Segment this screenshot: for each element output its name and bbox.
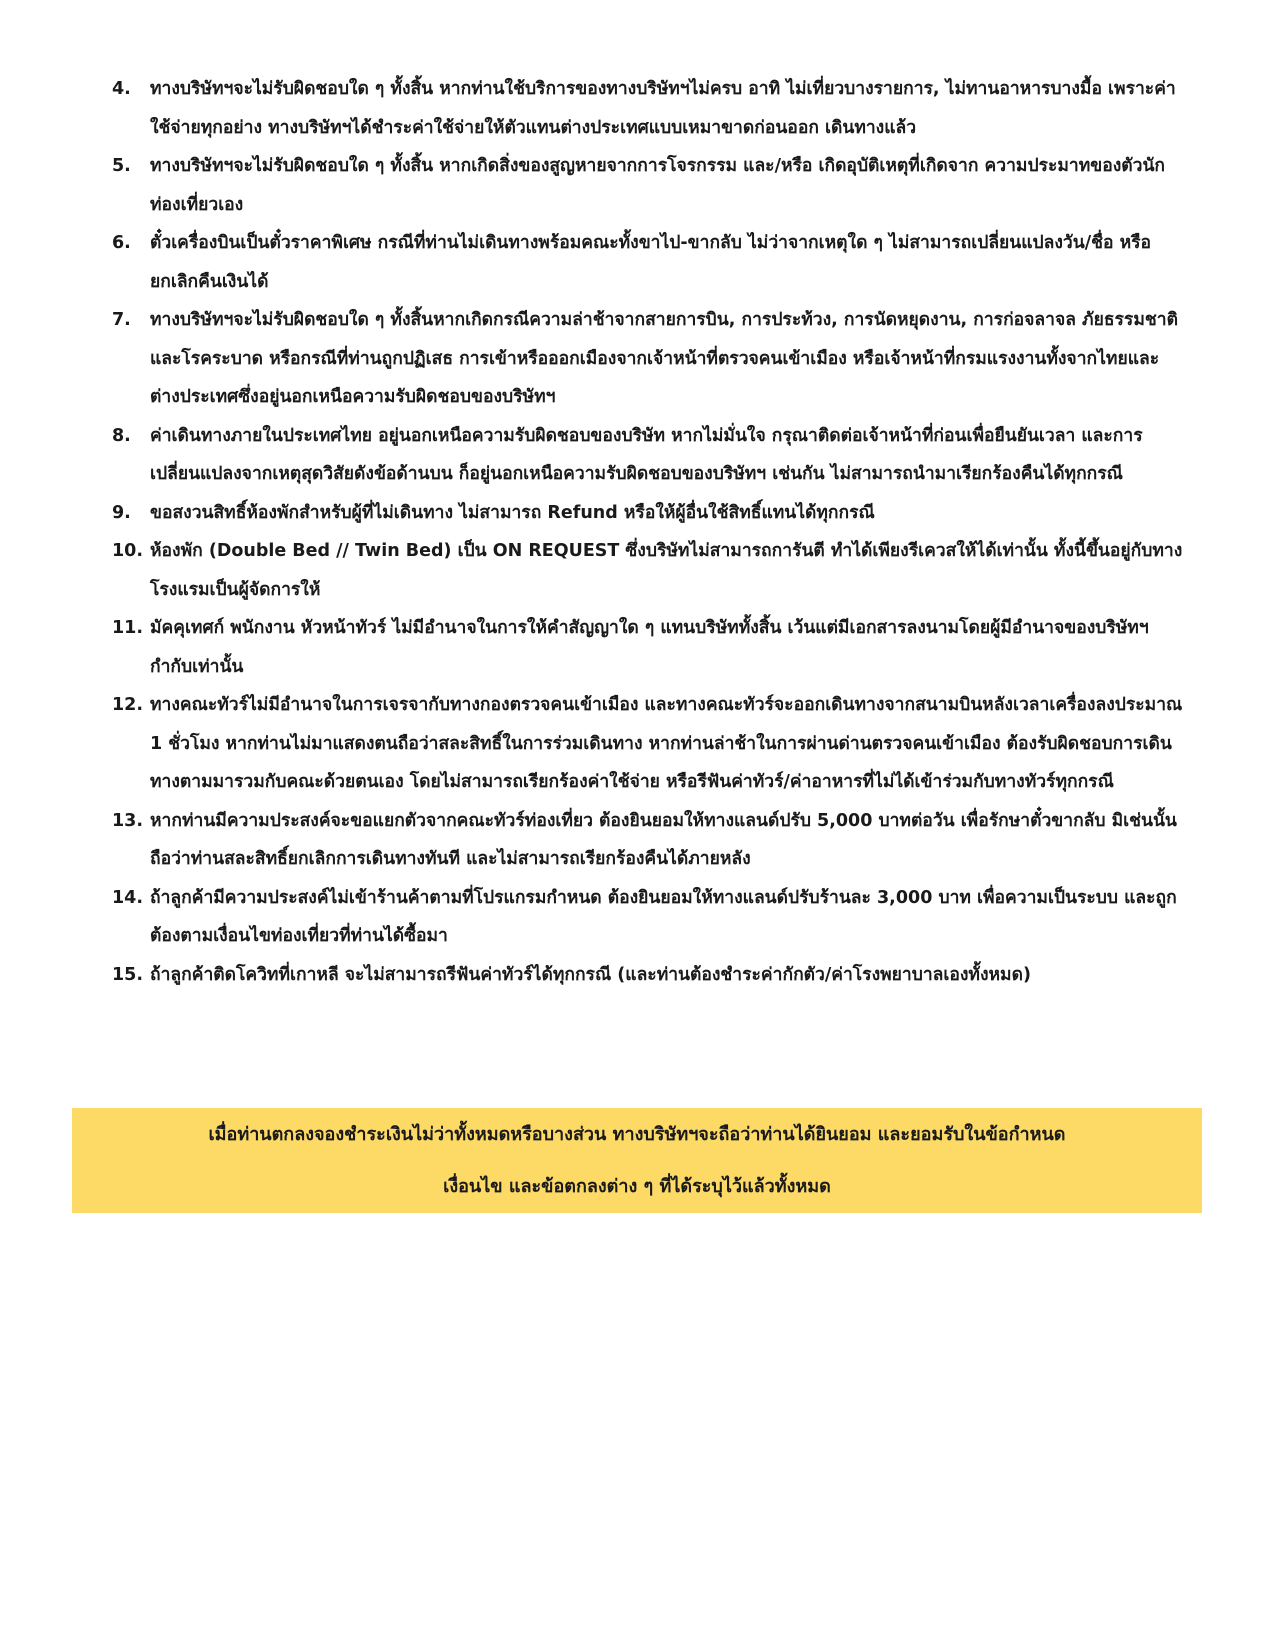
term-item-12 xyxy=(0,686,1275,802)
term-text: ค่าเดินทางภายในประเทศไทย อยู่นอกเหนือความรับผิดชอบของบริษัท หากไม่มั่นใจ กรุณาติดต่อเจ้าหน้าที่ก่อนเพื่อยืนยันเวลา และการเปลี่ยนแปลงจากเหตุสุดวิสัยดังข้อด้านบน ก็อยู่นอกเหนือความรับผิดชอบของบริษัทฯ เช่นกัน ไม่สามารถนำมาเรียกร้องคืนได้ทุกกรณี xyxy=(150,425,1143,484)
term-number: 13. xyxy=(112,810,144,831)
term-item-11 xyxy=(0,609,1275,686)
term-number: 6. xyxy=(112,233,131,253)
term-text: ทางบริษัทฯจะไม่รับผิดชอบใด ๆ ทั้งสิ้น หากท่านใช้บริการของทางบริษัทฯไม่ครบ อาทิ ไม่เที่ยวบางรายการ, ไม่ทานอาหารบางมื้อ เพราะค่าใช้จ่ายทุกอย่าง ทางบริษัทฯได้ชำระค่าใช้จ่ายให้ตัวแทนต่างประเทศแบบเหมาขาดก่อนออก เดินทางแล้ว xyxy=(150,79,1176,138)
term-item-7 xyxy=(0,301,1275,417)
term-item-5 xyxy=(0,147,1275,224)
term-text: ถ้าลูกค้ามีความประสงค์ไม่เข้าร้านค้าตามที่โปรแกรมกำหนด ต้องยินยอมให้ทางแลนด์ปรับร้านละ 3,000 บาท เพื่อความเป็นระบบ และถูกต้องตามเงื่อนไขท่องเที่ยวที่ท่านได้ซื้อมา xyxy=(150,887,1177,946)
term-number: 8. xyxy=(112,425,131,446)
term-text: ห้องพัก (Double Bed // Twin Bed) เป็น ON REQUEST ซึ่งบริษัทไม่สามารถการันตี ทำได้เพียงรีเควสให้ได้เท่านั้น ทั้งนี้ขึ้นอยู่กับทางโรงแรมเป็นผู้จัดการให้ xyxy=(150,541,1183,600)
term-item-14 xyxy=(0,879,1275,956)
term-text: ตั๋วเครื่องบินเป็นตั๋วราคาพิเศษ กรณีที่ท่านไม่เดินทางพร้อมคณะทั้งขาไป-ขากลับ ไม่ว่าจากเหตุใด ๆ ไม่สามารถเปลี่ยนแปลงวัน/ชื่อ หรือยกเลิกคืนเงินได้ xyxy=(150,233,1152,292)
term-text: ทางบริษัทฯจะไม่รับผิดชอบใด ๆ ทั้งสิ้นหากเกิดกรณีความล่าช้าจากสายการบิน, การประท้วง, การนัดหยุดงาน, การก่อจลาจล ภัยธรรมชาติ และโรคระบาด หรือกรณีที่ท่านถูกปฏิเสธ การเข้าหรือออกเมืองจากเจ้าหน้าที่ตรวจคนเข้าเมือง หรือเจ้าหน้าที่กรมแรงงานทั้งจากไทยและต่างประเทศซึ่งอยู่นอกเหนือความรับผิดชอบของบริษัทฯ xyxy=(150,310,1178,407)
terms-list xyxy=(0,70,1275,994)
notice-line-2: เงื่อนไข และข้อตกลงต่าง ๆ ที่ได้ระบุไว้แล้วทั้งหมด xyxy=(443,1176,831,1197)
term-number: 9. xyxy=(112,502,131,523)
term-number: 10. xyxy=(112,541,144,561)
term-item-6 xyxy=(0,224,1275,301)
notice-line-1: เมื่อท่านตกลงจองชำระเงินไม่ว่าทั้งหมดหรือบางส่วน ทางบริษัทฯจะถือว่าท่านได้ยินยอม และยอมรับในข้อกำหนด xyxy=(208,1124,1066,1145)
term-text: ทางบริษัทฯจะไม่รับผิดชอบใด ๆ ทั้งสิ้น หากเกิดสิ่งของสูญหายจากการโจรกรรม และ/หรือ เกิดอุบัติเหตุที่เกิดจาก ความประมาทของตัวนักท่องเที่ยวเอง xyxy=(150,156,1166,215)
term-number: 5. xyxy=(112,156,131,176)
term-item-8 xyxy=(0,417,1275,494)
term-text: ขอสงวนสิทธิ์ห้องพักสำหรับผู้ที่ไม่เดินทาง ไม่สามารถ Refund หรือให้ผู้อื่นใช้สิทธิ์แทนได้ทุกกรณี xyxy=(150,502,875,523)
term-number: 14. xyxy=(112,887,144,908)
term-number: 11. xyxy=(112,618,144,638)
term-text: ทางคณะทัวร์ไม่มีอำนาจในการเจรจากับทางกองตรวจคนเข้าเมือง และทางคณะทัวร์จะออกเดินทางจากสนามบินหลังเวลาเครื่องลงประมาณ 1 ชั่วโมง หากท่านไม่มาแสดงตนถือว่าสละสิทธิ์ในการร่วมเดินทาง หากท่านล่าช้าในการผ่านด่านตรวจคนเข้าเมือง ต้องรับผิดชอบการเดินทางตามมารวมกับคณะด้วยตนเอง โดยไม่สามารถเรียกร้องค่าใช้จ่าย หรือรีฟันค่าทัวร์/ค่าอาหารที่ไม่ได้เข้าร่วมกับทางทัวร์ทุกกรณี xyxy=(150,695,1183,792)
term-item-9 xyxy=(0,494,1275,533)
term-text: ถ้าลูกค้าติดโควิทที่เกาหลี จะไม่สามารถรีฟันค่าทัวร์ได้ทุกกรณี (และท่านต้องชำระค่ากักตัว/ค่าโรงพยาบาลเองทั้งหมด) xyxy=(150,964,1031,985)
term-item-10 xyxy=(0,532,1275,609)
term-text: มัคคุเทศก์ พนักงาน หัวหน้าทัวร์ ไม่มีอำนาจในการให้คำสัญญาใด ๆ แทนบริษัททั้งสิ้น เว้นแต่มีเอกสารลงนามโดยผู้มีอำนาจของบริษัทฯกำกับเท่านั้น xyxy=(150,618,1149,677)
term-number: 7. xyxy=(112,310,131,330)
term-item-15 xyxy=(0,956,1275,995)
acceptance-notice-box xyxy=(72,1108,1202,1213)
term-number: 4. xyxy=(112,79,131,99)
term-item-13 xyxy=(0,802,1275,879)
term-item-4 xyxy=(0,70,1275,147)
term-number: 15. xyxy=(112,964,144,985)
term-number: 12. xyxy=(112,695,144,715)
term-text: หากท่านมีความประสงค์จะขอแยกตัวจากคณะทัวร์ท่องเที่ยว ต้องยินยอมให้ทางแลนด์ปรับ 5,000 บาทต่อวัน เพื่อรักษาตั๋วขากลับ มิเช่นนั้นถือว่าท่านสละสิทธิ์ยกเลิกการเดินทางทันที และไม่สามารถเรียกร้องคืนได้ภายหลัง xyxy=(150,810,1177,869)
